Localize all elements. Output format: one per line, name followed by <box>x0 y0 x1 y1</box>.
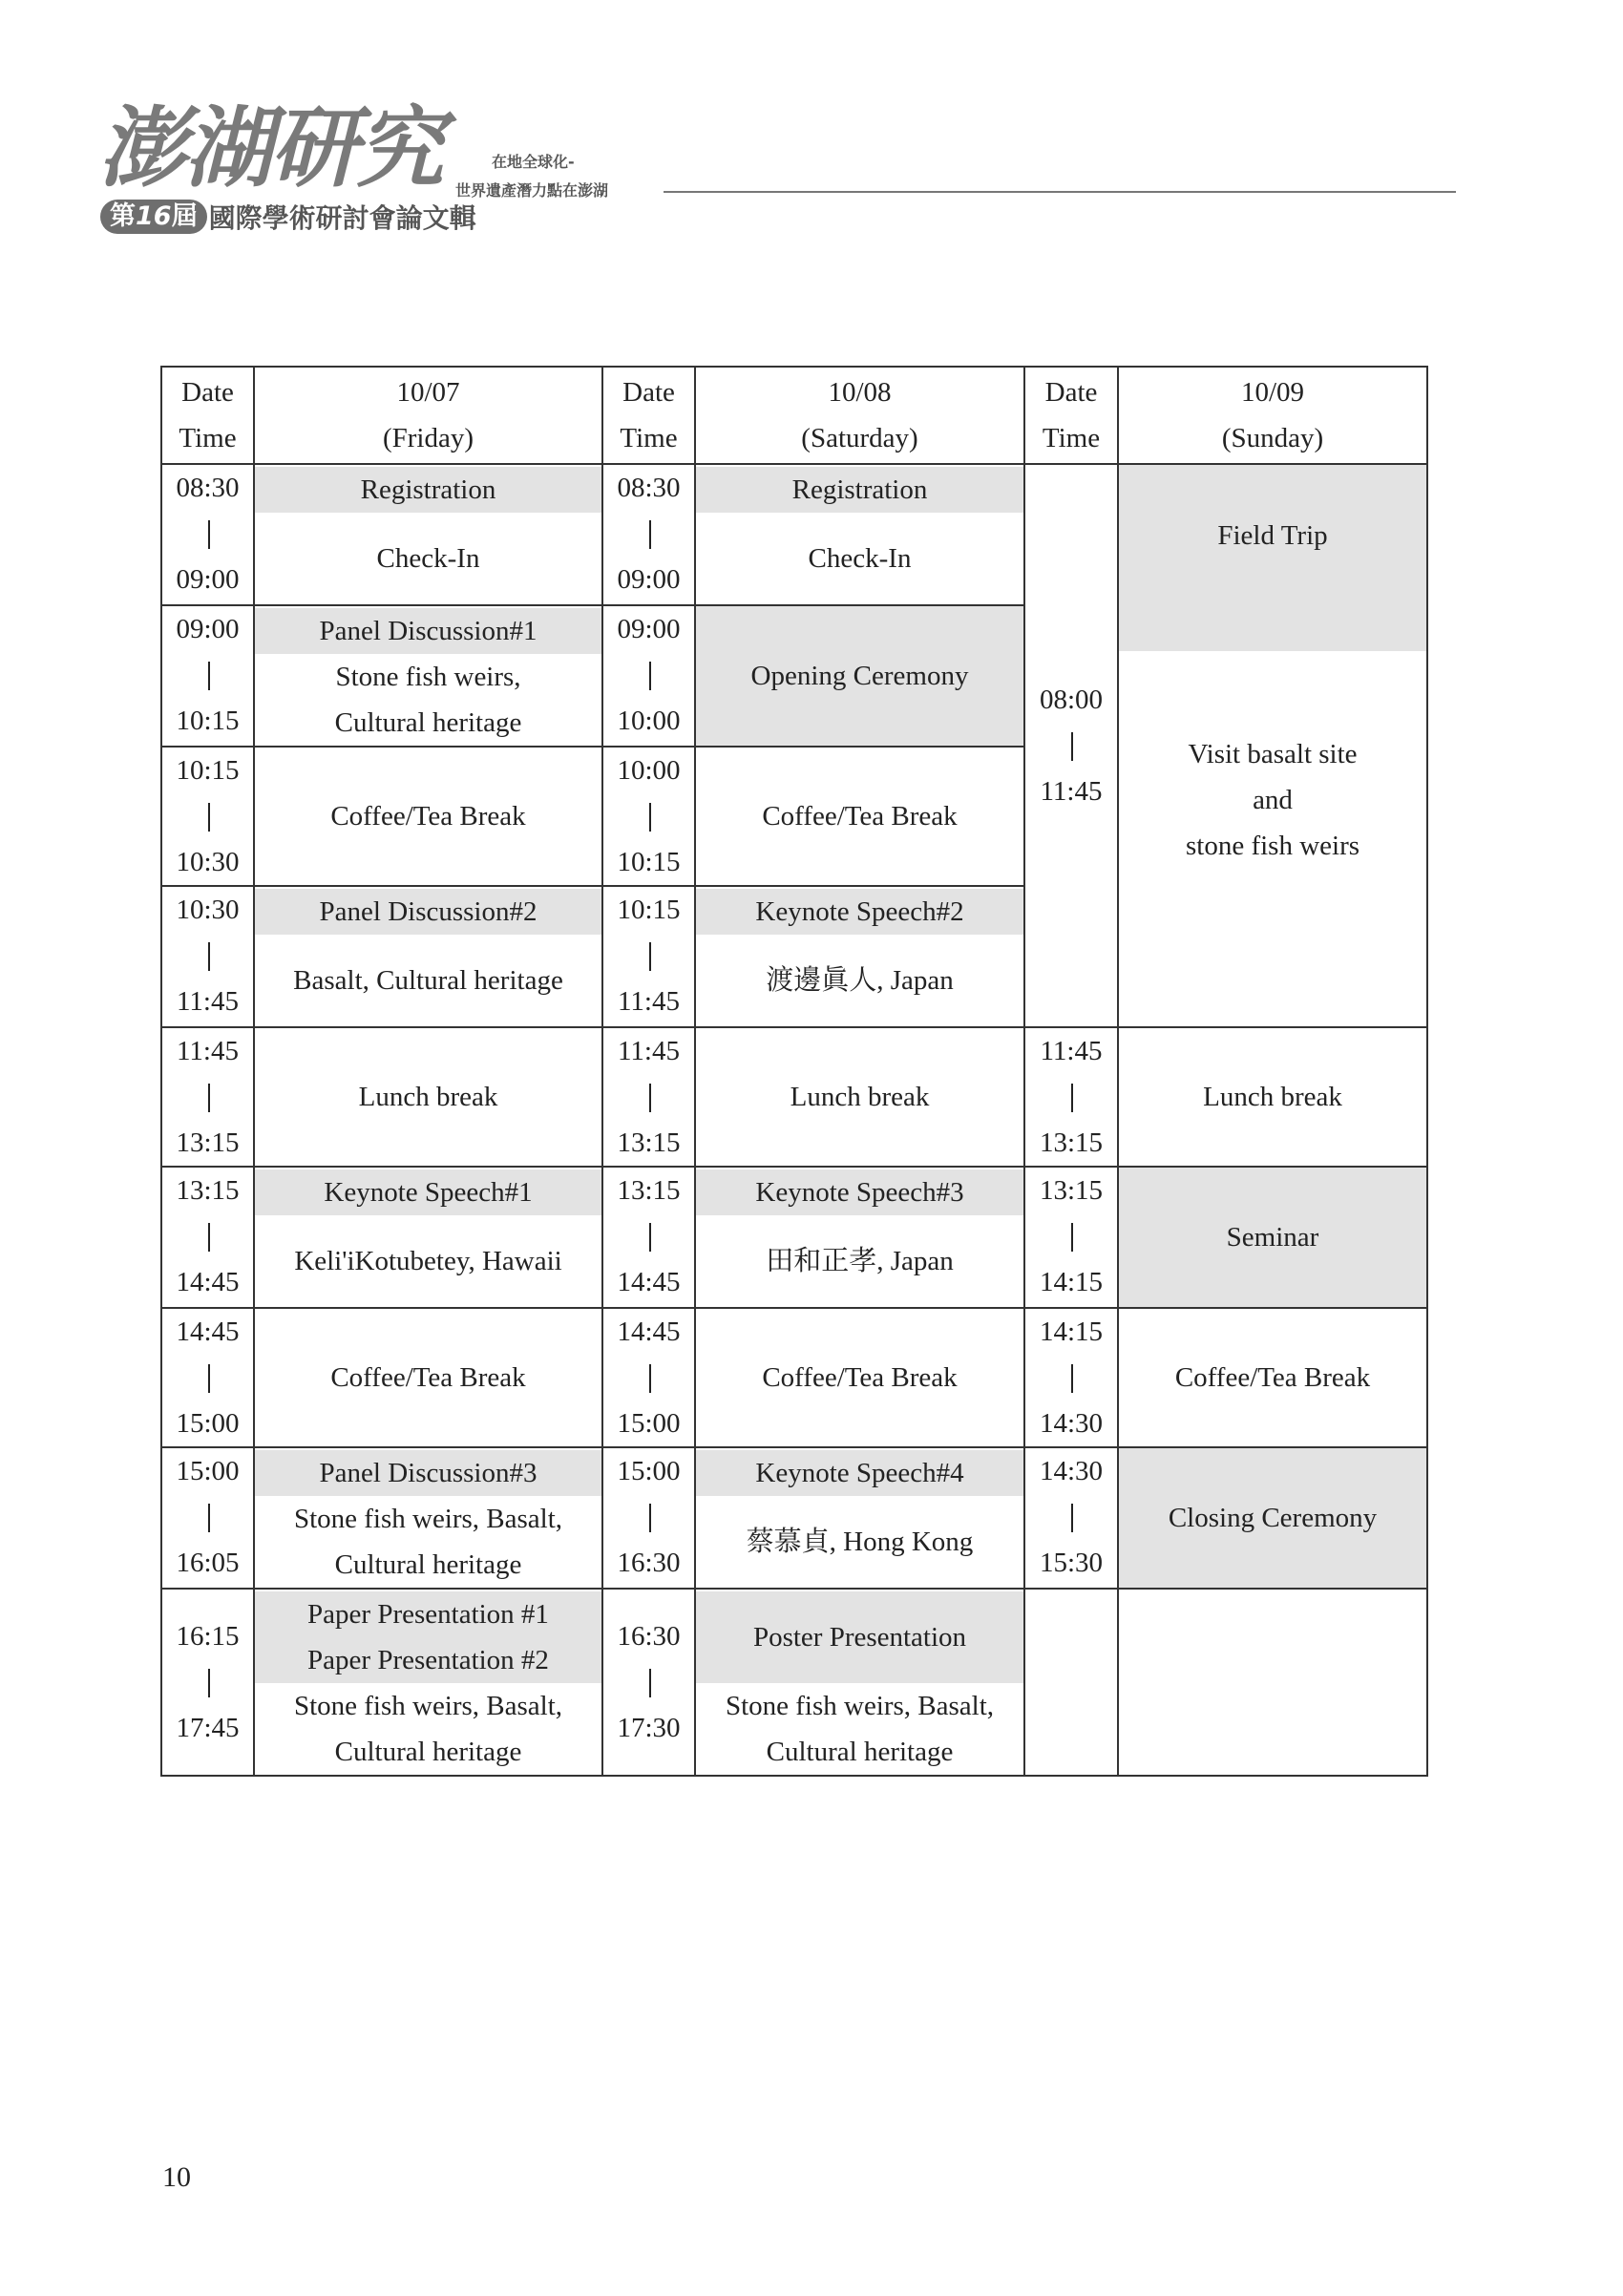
time-slot: 14:45 15:00 <box>602 1308 695 1447</box>
header-divider <box>664 191 1456 193</box>
time-slot: 15:00 16:05 <box>161 1447 254 1589</box>
table-row <box>161 1027 1427 1167</box>
time-slot: 08:00 11:45 <box>1024 464 1118 1027</box>
session-cell: Opening Ceremony <box>695 605 1024 747</box>
empty-cell <box>1118 1589 1427 1776</box>
session-cell: Keynote Speech#3 田和正孝, Japan <box>695 1167 1024 1308</box>
time-slot: 09:00 10:15 <box>161 605 254 747</box>
session-cell-field-trip-detail: Visit basalt site and stone fish weirs <box>1118 605 1427 1027</box>
time-slot: 14:15 14:30 <box>1024 1308 1118 1447</box>
time-slot: 08:30 09:00 <box>602 464 695 605</box>
session-cell: Panel Discussion#1 Stone fish weirs, Cultural heritage <box>254 605 602 747</box>
time-slot: 08:30 09:00 <box>161 464 254 605</box>
session-cell: Poster Presentation Stone fish weirs, Basalt, Cultural heritage <box>695 1589 1024 1776</box>
empty-cell <box>1024 1589 1118 1776</box>
session-cell: Registration Check-In <box>254 464 602 605</box>
time-slot: 10:30 11:45 <box>161 886 254 1027</box>
journal-header <box>91 96 1456 243</box>
session-cell: Keynote Speech#1 Keli'iKotubetey, Hawaii <box>254 1167 602 1308</box>
session-cell: Coffee/Tea Break <box>695 747 1024 886</box>
table-row <box>161 1589 1427 1776</box>
time-slot: 16:15 17:45 <box>161 1589 254 1776</box>
table-row <box>161 605 1427 747</box>
session-cell: Lunch break <box>254 1027 602 1167</box>
header-tagline: 在地全球化- 世界遺產潛力點在澎湖 <box>455 153 609 200</box>
date-time-header: Date Time <box>602 367 695 464</box>
table-row <box>161 1308 1427 1447</box>
day-header-sunday: 10/09 (Sunday) <box>1118 367 1427 464</box>
session-cell: Keynote Speech#4 蔡慕貞, Hong Kong <box>695 1447 1024 1589</box>
time-slot: 13:15 14:45 <box>161 1167 254 1308</box>
time-slot: 10:15 11:45 <box>602 886 695 1027</box>
time-slot: 14:30 15:30 <box>1024 1447 1118 1589</box>
session-cell: Panel Discussion#2 Basalt, Cultural heritage <box>254 886 602 1027</box>
schedule-table <box>160 366 1428 1777</box>
edition-badge: 第16屆 <box>100 200 207 234</box>
table-row <box>161 1447 1427 1589</box>
time-slot: 09:00 10:00 <box>602 605 695 747</box>
page-number: 10 <box>162 2161 191 2193</box>
session-cell: Closing Ceremony <box>1118 1447 1427 1589</box>
session-cell: Coffee/Tea Break <box>695 1308 1024 1447</box>
conference-proceedings-label: 國際學術研討會論文輯 <box>208 202 476 234</box>
table-row <box>161 464 1427 605</box>
session-cell-field-trip: Field Trip <box>1118 464 1427 605</box>
session-cell: Keynote Speech#2 渡邊眞人, Japan <box>695 886 1024 1027</box>
time-slot: 11:45 13:15 <box>1024 1027 1118 1167</box>
day-header-friday: 10/07 (Friday) <box>254 367 602 464</box>
table-header-row <box>161 367 1427 464</box>
session-cell: Lunch break <box>695 1027 1024 1167</box>
session-cell: Coffee/Tea Break <box>1118 1308 1427 1447</box>
time-slot: 11:45 13:15 <box>602 1027 695 1167</box>
time-slot: 10:15 10:30 <box>161 747 254 886</box>
session-cell: Lunch break <box>1118 1027 1427 1167</box>
time-slot: 13:15 14:45 <box>602 1167 695 1308</box>
time-slot: 15:00 16:30 <box>602 1447 695 1589</box>
session-cell: Coffee/Tea Break <box>254 1308 602 1447</box>
time-slot: 11:45 13:15 <box>161 1027 254 1167</box>
session-cell: Seminar <box>1118 1167 1427 1308</box>
session-cell: Panel Discussion#3 Stone fish weirs, Basalt, Cultural heritage <box>254 1447 602 1589</box>
journal-logo-subtitle <box>100 198 476 236</box>
time-slot: 13:15 14:15 <box>1024 1167 1118 1308</box>
time-slot: 10:00 10:15 <box>602 747 695 886</box>
table-row <box>161 1167 1427 1308</box>
time-slot: 16:30 17:30 <box>602 1589 695 1776</box>
session-cell: Paper Presentation #1 Paper Presentation #2 Stone fish weirs, Basalt, Cultural heritage <box>254 1589 602 1776</box>
date-time-header: Date Time <box>161 367 254 464</box>
session-cell: Registration Check-In <box>695 464 1024 605</box>
date-time-header: Date Time <box>1024 367 1118 464</box>
time-slot: 14:45 15:00 <box>161 1308 254 1447</box>
day-header-saturday: 10/08 (Saturday) <box>695 367 1024 464</box>
session-cell: Coffee/Tea Break <box>254 747 602 886</box>
journal-logo-title: 澎湖研究 <box>98 96 443 200</box>
